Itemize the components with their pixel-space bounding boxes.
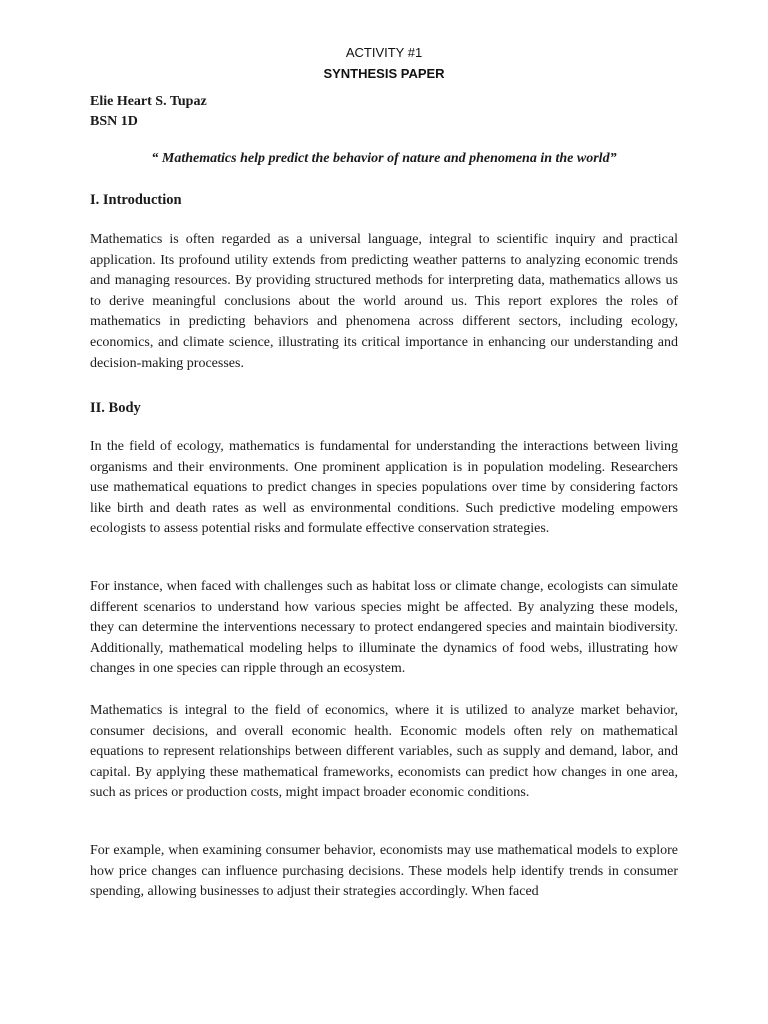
- author-section: BSN 1D: [90, 114, 138, 129]
- introduction-heading: I. Introduction: [90, 192, 182, 208]
- thesis-quote: “ Mathematics help predict the behavior of nature and phenomena in the world”: [151, 151, 617, 166]
- body-paragraph-economics-example: For example, when examining consumer behavior, economists may use mathematical models to explore how price changes can influence purchasing decisions. These models help identify trends in consumer spending, allowing businesses to adjust their strategies accordingly. When faced: [90, 843, 678, 900]
- body-paragraph-ecology-example: For instance, when faced with challenges such as habitat loss or climate change, ecologists can simulate different scenarios to understand how various species might be affected. By analyzing these models, they can determine the interventions necessary to protect endangered species and maintain biodiversity. Additionally, mathematical modeling helps to illuminate the dynamics of food webs, illustrating how changes in one species can ripple through an ecosystem.: [90, 579, 678, 677]
- body-heading: II. Body: [90, 400, 141, 416]
- body-paragraph-economics: Mathematics is integral to the field of economics, where it is utilized to analyze market behavior, consumer decisions, and overall economic health. Economic models often rely on mathematical equations to represent relationships between different variables, such as supply and demand, labor, and capital. By applying these mathematical frameworks, economists can predict how changes in one area, such as prices or production costs, might impact broader economic conditions.: [90, 703, 678, 801]
- author-name: Elie Heart S. Tupaz: [90, 94, 207, 109]
- document-title: SYNTHESIS PAPER: [323, 66, 445, 81]
- body-paragraph-ecology: In the field of ecology, mathematics is fundamental for understanding the interactions between living organisms and their environments. One prominent application is in population modeling. Researchers use mathematical equations to predict changes in species populations over time by considering factors like birth and death rates as well as environmental conditions. Such predictive modeling empowers ecologists to assess potential risks and formulate effective conservation strategies.: [90, 439, 678, 537]
- introduction-paragraph: Mathematics is often regarded as a universal language, integral to scientific inquiry and practical application. Its profound utility extends from predicting weather patterns to analyzing economic trends and managing resources. By providing structured methods for interpreting data, mathematics allows us to derive meaningful conclusions about the world around us. This report explores the roles of mathematics in predicting behaviors and phenomena across different sectors, including ecology, economics, and climate science, illustrating its critical importance in enhancing our understanding and decision-making processes.: [90, 232, 678, 371]
- activity-label: ACTIVITY #1: [345, 45, 423, 60]
